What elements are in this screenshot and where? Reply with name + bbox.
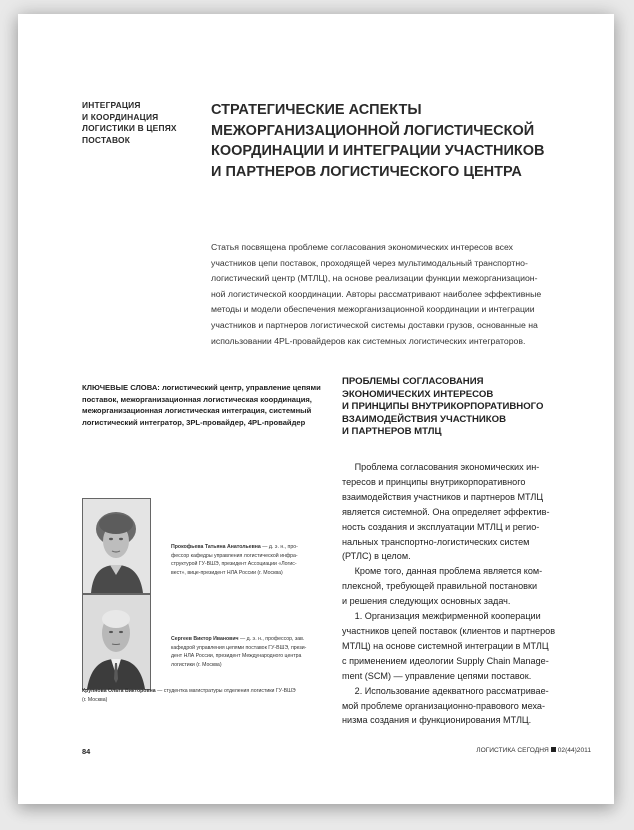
- author-caption-prokofyeva: [171, 543, 331, 577]
- body-line: 1. Организация межфирменной кооперации: [342, 611, 541, 622]
- body-line: ность создания и эксплуатации МТЛЦ и регио-: [342, 521, 540, 532]
- section-tag-line: ПОСТАВОК: [82, 134, 131, 145]
- author-photo-sergeev: [82, 594, 151, 690]
- author-info: — д. э. н., профессор, зав.: [238, 636, 305, 642]
- author-info: — студентка магистратуры отделения логистики ГУ-ВШЭ: [155, 688, 296, 694]
- keywords-line: поставок, межорганизационная логистическая координация,: [82, 394, 312, 404]
- heading-line: ПРОБЛЕМЫ СОГЛАСОВАНИЯ: [342, 376, 484, 387]
- title-line: СТРАТЕГИЧЕСКИЕ АСПЕКТЫ: [211, 102, 422, 118]
- author-info: логистики (г. Москва): [171, 661, 222, 668]
- abstract-line: Статья посвящена проблеме согласования экономических интересов всех: [211, 242, 513, 252]
- body-line: низма создания и функционирования МТЛЦ.: [342, 715, 532, 726]
- journal-page: [18, 14, 614, 804]
- author-info: — д. э. н., про-: [260, 544, 298, 550]
- body-line: тересов и принципы внутрикорпоративного: [342, 476, 526, 487]
- keywords-line: КЛЮЧЕВЫЕ СЛОВА: логистический центр, управление цепями: [82, 383, 321, 392]
- abstract: [211, 240, 589, 349]
- journal-name: ЛОГИСТИКА СЕГОДНЯ: [476, 747, 549, 754]
- abstract-line: участников и партнеров логистической системы доставки грузов, основанные на: [211, 319, 538, 330]
- body-line: ment (SCM) — управление цепями поставок.: [342, 670, 532, 681]
- body-line: мой проблеме организационно-правового меха-: [342, 700, 546, 711]
- title-line: КООРДИНАЦИИ И ИНТЕГРАЦИИ УЧАСТНИКОВ: [211, 143, 545, 159]
- issue-number: 02(44)2011: [557, 747, 591, 754]
- body-line: (РТЛС) в целом.: [342, 551, 411, 562]
- body-line: нальных транспортно-логистических систем: [342, 536, 530, 547]
- heading-line: И ПРИНЦИПЫ ВНУТРИКОРПОРАТИВНОГО: [342, 401, 544, 412]
- heading-line: ЭКОНОМИЧЕСКИХ ИНТЕРЕСОВ: [342, 388, 494, 400]
- author-caption-sergeev: [171, 635, 331, 669]
- section-tag-line: ЛОГИСТИКИ В ЦЕПЯХ: [82, 123, 177, 133]
- author-info: структурой ГУ-ВШЭ, президент Ассоциации «Логис-: [171, 561, 297, 568]
- title-line: И ПАРТНЕРОВ ЛОГИСТИЧЕСКОГО ЦЕНТРА: [211, 163, 522, 180]
- author-info: дент НЛА России, президент Международного центра: [171, 653, 302, 660]
- journal-footer: [476, 747, 591, 754]
- section-heading: [342, 376, 592, 439]
- heading-line: ВЗАИМОДЕЙСТВИЯ УЧАСТНИКОВ: [342, 413, 507, 425]
- title-line: МЕЖОРГАНИЗАЦИОННОЙ ЛОГИСТИЧЕСКОЙ: [211, 122, 535, 139]
- abstract-line: участников цепи поставок, проходящей через мультимодальный транспортно-: [211, 257, 528, 268]
- author-info: (г. Москва): [82, 696, 108, 703]
- body-line: Кроме того, данная проблема является ком-: [342, 566, 543, 577]
- abstract-line: ной логистической координации. Авторы рассматривают наиболее эффективные: [211, 288, 542, 299]
- body-line: 2. Использование адекватного рассматривае-: [342, 685, 549, 696]
- section-tag-line: ИНТЕГРАЦИЯ: [82, 100, 141, 110]
- body-line: участников цепей поставок (клиентов и партнеров: [342, 625, 556, 636]
- portrait-image: [83, 499, 150, 593]
- author-name: Сергеев Виктор Иванович: [171, 636, 239, 642]
- square-separator-icon: [551, 747, 556, 752]
- body-line: взаимодействия участников и партнеров МТЛЦ: [342, 491, 544, 502]
- abstract-line: логистический центр (МТЛЦ), на основе реализации функции межорганизацион-: [211, 273, 538, 284]
- page-number: 84: [82, 747, 91, 756]
- article-title: [211, 100, 596, 182]
- author-photo-prokofyeva: [82, 498, 151, 594]
- author-name: Крупнова Ольга Викторовна: [82, 688, 156, 694]
- keywords: [82, 382, 334, 428]
- heading-line: И ПАРТНЕРОВ МТЛЦ: [342, 426, 442, 437]
- author-caption-krupnova: [82, 687, 332, 704]
- author-info: фессор кафедры управления логистической инфра-: [171, 552, 298, 559]
- author-info: вест», вице-президент НЛА России (г. Москва): [171, 569, 283, 576]
- body-line: с применением идеологии Supply Chain Manage-: [342, 655, 549, 666]
- abstract-line: методы и модели обеспечения межорганизационной координации и интеграции: [211, 304, 535, 315]
- body-line: Проблема согласования экономических ин-: [342, 462, 540, 472]
- portrait-image: [83, 595, 150, 689]
- section-tag-line: И КООРДИНАЦИЯ: [82, 111, 159, 122]
- body-line: является системной. Она определяет эффектив-: [342, 506, 550, 517]
- author-info: кафедрой управления цепями поставок ГУ-ВШЭ, прези-: [171, 644, 307, 651]
- author-name: Прокофьева Татьяна Анатольевна: [171, 544, 261, 550]
- keywords-line: межорганизационная логистическая интеграция, системный: [82, 406, 312, 415]
- section-tag: [82, 100, 200, 146]
- abstract-line: использовании 4PL-провайдеров как системных логистических интеграторов.: [211, 335, 526, 346]
- body-line: МТЛЦ) на основе системной интеграции в МТЛЦ: [342, 640, 549, 651]
- body-line: плексной, требующей правильной постановки: [342, 581, 538, 592]
- keywords-line: логистический интегратор, 3PL-провайдер, 4PL-провайдер: [82, 417, 306, 427]
- body-line: и решения следующих основных задач.: [342, 596, 511, 607]
- body-text: [342, 460, 596, 728]
